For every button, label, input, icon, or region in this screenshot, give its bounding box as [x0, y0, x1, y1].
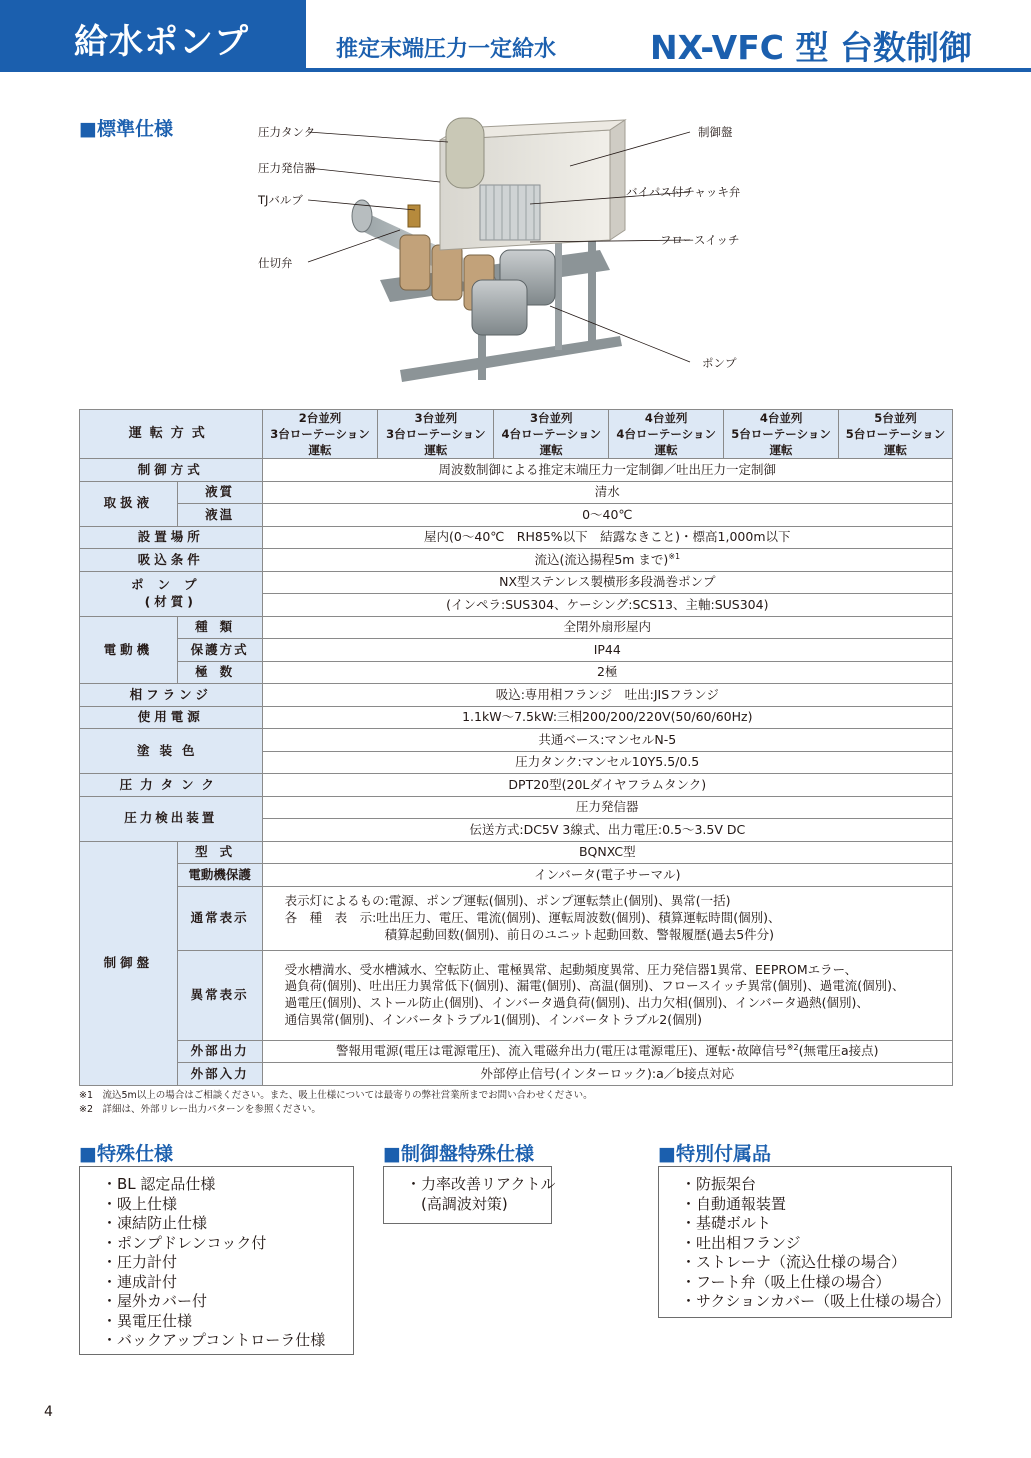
- list-item: ・力率改善リアクトル: [406, 1175, 556, 1193]
- list-item: ・防振架台: [681, 1175, 757, 1193]
- page-header: [0, 0, 1031, 72]
- spec-table: [79, 409, 953, 1086]
- accessories-title: ■特別付属品: [658, 1143, 771, 1165]
- head-col: 4台並列 4台ローテーション運転: [609, 410, 724, 459]
- table-row: (インペラ:SUS304、ケーシング:SCS13、主軸:SUS304): [80, 594, 953, 617]
- table-row: 異常表示 受水槽満水、受水槽減水、空転防止、電極異常、起動頻度異常、圧力発信器1異常、EEPROMエラー、 過負荷(個別)、吐出圧力異常低下(個別)、漏電(個別)、高温(個別)、フロースイッチ異常(個別)、過電流(個別)、 過電圧(個別)、ストール防止(個別)、インバータ過負荷(個別)、出力欠相(個別)、インバータ過熱(個別)、 通信異常(個別)、インバータトラブル1(個別)、インバータトラブル2(個別): [80, 950, 953, 1040]
- head-col: 4台並列 5台ローテーション運転: [724, 410, 839, 459]
- label-flow-switch: フロースイッチ: [660, 233, 740, 247]
- header-model: NX-VFC 型 台数制御: [650, 28, 972, 67]
- label-control-panel: 制御盤: [698, 125, 733, 139]
- table-row: 通常表示 表示灯によるもの:電源、ポンプ運転(個別)、ポンプ運転禁止(個別)、異常(一括) 各 種 表 示:吐出圧力、電圧、電流(個別)、運転周波数(個別)、積算運転時間(個別)、 積算起動回数(個別)、前日のユニット起動回数、警報履歴(過去5件分): [80, 886, 953, 950]
- table-row: 吸込条件 流込(流込揚程5m まで)$^{※1}$: [80, 549, 953, 572]
- table-row: 保護方式 IP44: [80, 639, 953, 662]
- panel-special-box: [383, 1166, 556, 1224]
- footnote: ※2 詳細は、外部リレー出力パターンを参照ください。: [79, 1104, 321, 1115]
- table-row: 電動機 種類 全閉外扇形屋内: [80, 616, 953, 639]
- list-item: ・圧力計付: [102, 1253, 178, 1271]
- panel-special-title: ■制御盤特殊仕様: [383, 1143, 534, 1165]
- list-item: ・吐出相フランジ: [681, 1233, 801, 1252]
- table-row: 電動機保護 インバータ(電子サーマル): [80, 864, 953, 887]
- list-item: ・ストレーナ（流込仕様の場合）: [681, 1253, 907, 1271]
- list-item: ・ポンプドレンコック付: [102, 1233, 267, 1252]
- list-item: ・凍結防止仕様: [102, 1214, 208, 1232]
- list-item: ・サクションカバー（吸上仕様の場合）: [681, 1292, 951, 1310]
- label-bypass-check-valve: バイパス付チャッキ弁: [626, 185, 741, 199]
- label-pump: ポンプ: [702, 356, 737, 370]
- list-item: ・吸上仕様: [102, 1194, 178, 1213]
- table-row: 相フランジ 吸込:専用相フランジ 吐出:JISフランジ: [80, 684, 953, 707]
- head-col: 2台並列 3台ローテーション運転: [262, 410, 378, 459]
- special-spec-box: [79, 1166, 354, 1355]
- table-row: 取扱液 液質 清水: [80, 481, 953, 504]
- category-title: 給水ポンプ: [74, 22, 249, 62]
- table-head-row: [80, 410, 953, 459]
- head-col: 3台並列 3台ローテーション運転: [378, 410, 494, 459]
- table-row: 制御盤 型式 BQNXC型: [80, 841, 953, 864]
- table-row: 外部出力 警報用電源(電圧は電源電圧)、流入電磁弁出力(電圧は電源電圧)、運転･故障信号$^{※2}$(無電圧a接点): [80, 1040, 953, 1063]
- table-row: 極数 2極: [80, 661, 953, 684]
- table-row: ポンプ (材質) NX型ステンレス製横形多段渦巻ポンプ: [80, 571, 953, 594]
- category-banner: [0, 0, 306, 72]
- label-gate-valve: 仕切弁: [258, 256, 293, 270]
- label-tj-valve: TJバルブ: [258, 193, 303, 207]
- table-row: 設置場所 屋内(0～40℃ RH85%以下 結露なきこと)・標高1,000m以下: [80, 526, 953, 549]
- list-item: ・屋外カバー付: [102, 1292, 208, 1310]
- head-label: 運転方式: [80, 410, 263, 459]
- page-number: 4: [44, 1404, 53, 1420]
- list-item: ・連成計付: [102, 1272, 178, 1291]
- table-row: 伝送方式:DC5V 3線式、出力電圧:0.5～3.5V DC: [80, 819, 953, 842]
- list-item: ・自動通報装置: [681, 1194, 787, 1213]
- pump-unit-illustration: [250, 110, 760, 400]
- pump-unit-figure: [250, 110, 760, 400]
- table-row: 外部入力 外部停止信号(インターロック):a／b接点対応: [80, 1063, 953, 1086]
- list-item: ・バックアップコントローラ仕様: [102, 1331, 326, 1349]
- header-subtitle: 推定末端圧力一定給水: [336, 37, 557, 62]
- label-pressure-sender: 圧力発信器: [258, 161, 316, 175]
- table-row: 圧力タンク:マンセル10Y5.5/0.5: [80, 751, 953, 774]
- footnote: ※1 流込5m以上の場合はご相談ください。また、吸上仕様については最寄りの弊社営業所までお問い合わせください。: [79, 1090, 593, 1101]
- table-row: 圧力タンク DPT20型(20Lダイヤフラムタンク): [80, 774, 953, 797]
- label-pressure-tank: 圧力タンク: [258, 125, 316, 139]
- table-row: 塗装色 共通ベース:マンセルN-5: [80, 729, 953, 752]
- head-col: 3台並列 4台ローテーション運転: [494, 410, 609, 459]
- list-item: ・基礎ボルト: [681, 1214, 772, 1232]
- table-row: 圧力検出装置 圧力発信器: [80, 796, 953, 819]
- list-item: ・異電圧仕様: [102, 1311, 193, 1330]
- list-item: ・BL 認定品仕様: [102, 1175, 216, 1193]
- footnotes: [79, 1089, 593, 1117]
- list-item: (高調波対策): [406, 1194, 508, 1213]
- list-item: ・フート弁（吸上仕様の場合）: [681, 1272, 891, 1291]
- table-row: 液温 0～40℃: [80, 504, 953, 527]
- accessories-box: [658, 1166, 952, 1318]
- table-row: 制御方式 周波数制御による推定末端圧力一定制御／吐出圧力一定制御: [80, 459, 953, 482]
- standard-spec-title: ■標準仕様: [79, 118, 173, 140]
- table-row: 使用電源 1.1kW～7.5kW:三相200/200/220V(50/60/60Hz): [80, 706, 953, 729]
- special-spec-title: ■特殊仕様: [79, 1143, 173, 1165]
- head-col: 5台並列 5台ローテーション運転: [839, 410, 953, 459]
